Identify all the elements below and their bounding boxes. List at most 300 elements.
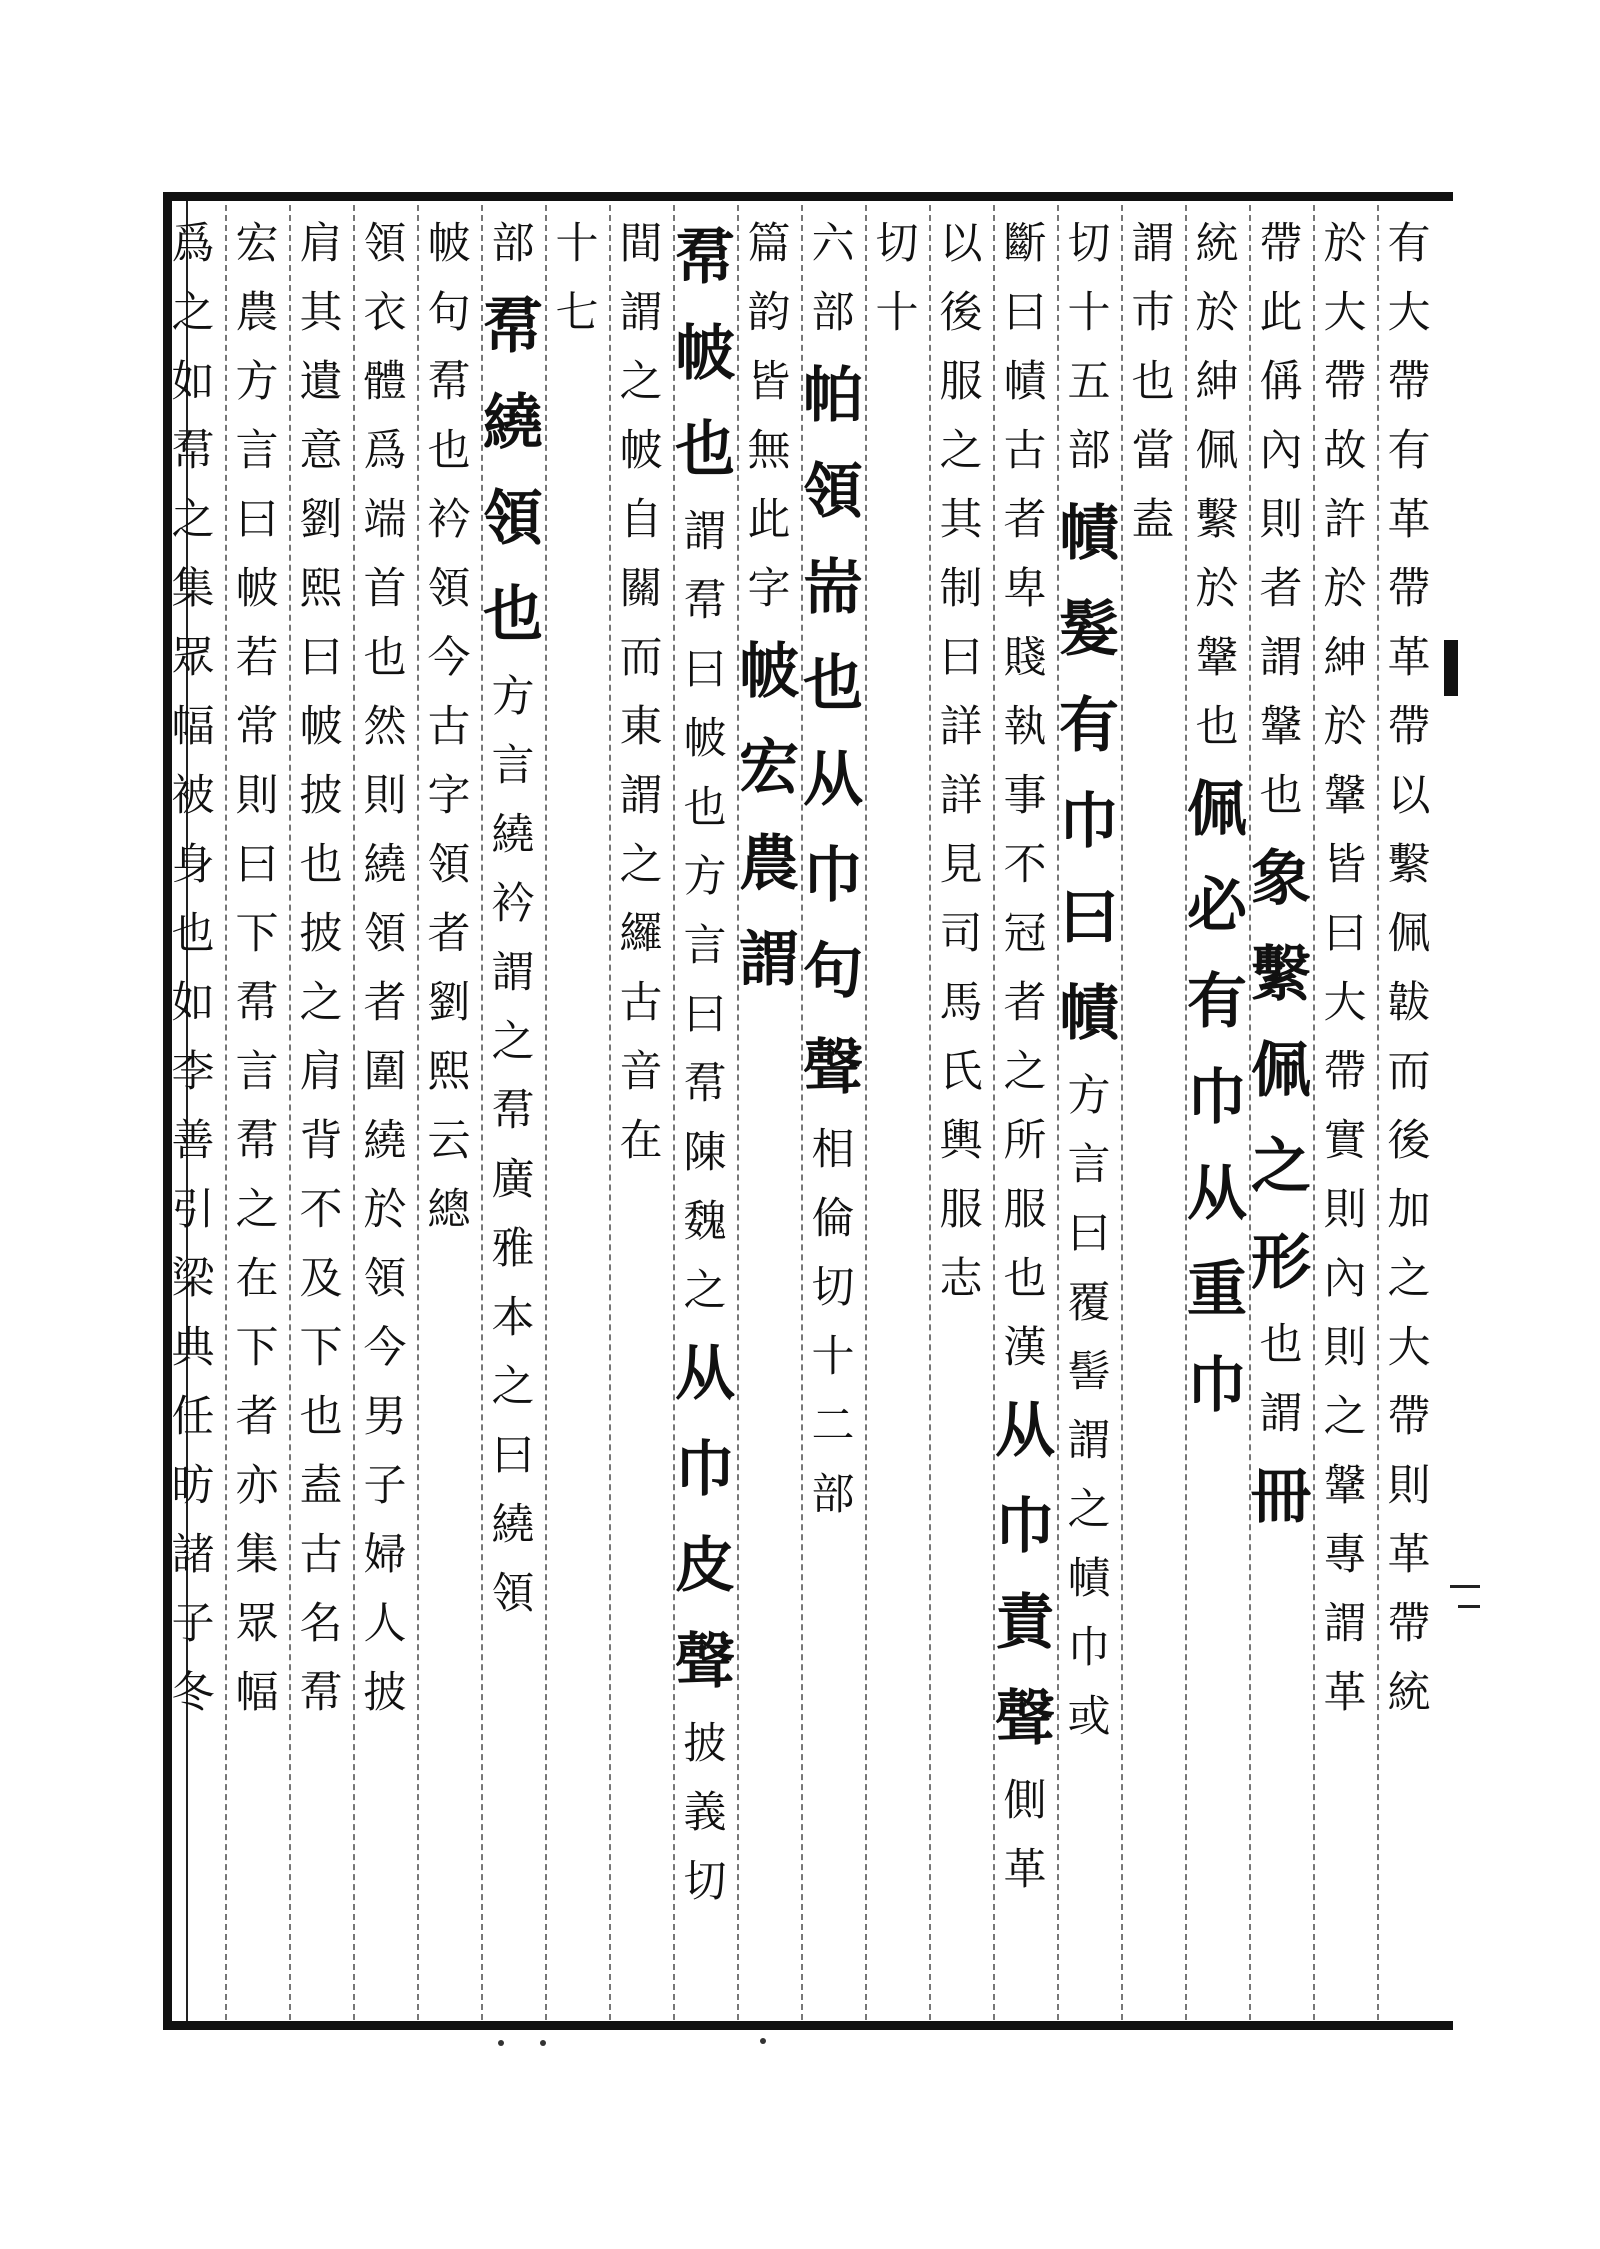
headword-char: 曰 (1059, 883, 1119, 953)
gloss-char: 亦 (235, 1461, 279, 1511)
text-column (542, 210, 612, 2010)
column-divider (481, 205, 483, 2020)
gloss-char: 於 (1323, 564, 1367, 614)
gloss-char: 也 (1259, 1320, 1303, 1370)
text-column (414, 210, 484, 2010)
gloss-char: 云 (427, 1116, 471, 1166)
headword-char: 从 (675, 1339, 735, 1409)
gloss-char: 大 (1387, 1323, 1431, 1373)
headword-char: 謂 (739, 925, 799, 995)
gloss-char: 切 (811, 1263, 855, 1313)
gloss-char: 謂 (1067, 1416, 1111, 1466)
gloss-char: 於 (1323, 219, 1367, 269)
gloss-char: 之 (171, 495, 215, 545)
gloss-char: 髻 (1067, 1347, 1111, 1397)
headword-char: 皮 (675, 1531, 735, 1601)
gloss-char: 披 (683, 1719, 727, 1769)
gloss-char: 見 (939, 840, 983, 890)
gloss-char: 帬 (491, 1086, 535, 1136)
gloss-char: 而 (1387, 1047, 1431, 1097)
gloss-char: 常 (235, 702, 279, 752)
gloss-char: 之 (1003, 1047, 1047, 1097)
gloss-char: 革 (1387, 633, 1431, 683)
headword-char: 巾 (675, 1435, 735, 1505)
gloss-char: 覆 (1067, 1278, 1111, 1328)
gloss-char: 專 (1323, 1530, 1367, 1580)
gloss-char: 二 (811, 1401, 855, 1451)
headword-char: 有 (1187, 967, 1247, 1037)
headword-char: 也 (675, 415, 735, 485)
gloss-char: 謂 (619, 288, 663, 338)
gloss-char: 曰 (235, 840, 279, 890)
gloss-char: 眾 (235, 1599, 279, 1649)
gloss-char: 帶 (1387, 702, 1431, 752)
gloss-char: 句 (427, 288, 471, 338)
gloss-char: 十 (1067, 288, 1111, 338)
headword-char: 宏 (739, 733, 799, 803)
gloss-char: 方 (235, 357, 279, 407)
gloss-char: 部 (491, 219, 535, 269)
gloss-char: 也 (171, 909, 215, 959)
column-divider (1313, 205, 1315, 2020)
gloss-char: 服 (939, 1185, 983, 1235)
gloss-char: 幅 (171, 702, 215, 752)
gloss-char: 農 (235, 288, 279, 338)
gloss-char: 古 (619, 978, 663, 1028)
headword-char: 巾 (1059, 787, 1119, 857)
gloss-char: 倫 (811, 1194, 855, 1244)
gloss-char: 下 (235, 909, 279, 959)
gloss-char: 鞶 (1323, 771, 1367, 821)
gloss-char: 繞 (363, 1116, 407, 1166)
gloss-char: 韍 (1387, 978, 1431, 1028)
gloss-char: 總 (427, 1185, 471, 1235)
gloss-char: 陳 (683, 1128, 727, 1178)
gloss-char: 之 (939, 426, 983, 476)
gloss-char: 帔 (299, 702, 343, 752)
gloss-char: 於 (1323, 702, 1367, 752)
column-divider (737, 205, 739, 2020)
gloss-char: 大 (1323, 288, 1367, 338)
gloss-char: 魏 (683, 1197, 727, 1247)
gloss-char: 方 (683, 852, 727, 902)
text-column (286, 210, 356, 2010)
column-divider (993, 205, 995, 2020)
gloss-char: 及 (299, 1254, 343, 1304)
gloss-char: 有 (1387, 219, 1431, 269)
gloss-char: 後 (1387, 1116, 1431, 1166)
gloss-char: 衿 (491, 879, 535, 929)
gloss-char: 本 (491, 1293, 535, 1343)
gloss-char: 之 (171, 288, 215, 338)
gloss-char: 實 (1323, 1116, 1367, 1166)
gloss-char: 幘 (1067, 1554, 1111, 1604)
gloss-char: 領 (427, 840, 471, 890)
gloss-char: 婦 (363, 1530, 407, 1580)
gloss-char: 韵 (747, 288, 791, 338)
gloss-char: 音 (619, 1047, 663, 1097)
gloss-char: 集 (235, 1530, 279, 1580)
text-column (990, 210, 1060, 2010)
gloss-char: 被 (171, 771, 215, 821)
gloss-char: 披 (299, 771, 343, 821)
gloss-char: 革 (1387, 1530, 1431, 1580)
gloss-char: 帬 (235, 1116, 279, 1166)
gloss-char: 十 (555, 219, 599, 269)
gloss-char: 大 (1323, 978, 1367, 1028)
gloss-char: 志 (939, 1254, 983, 1304)
gloss-char: 佩 (1387, 909, 1431, 959)
gloss-char: 集 (171, 564, 215, 614)
gloss-char: 帬 (299, 1668, 343, 1718)
gloss-char: 諸 (171, 1530, 215, 1580)
gloss-char: 圍 (363, 1047, 407, 1097)
column-divider (417, 205, 419, 2020)
gloss-char: 肩 (299, 219, 343, 269)
gloss-char: 帬 (683, 1059, 727, 1109)
gloss-char: 曰 (1067, 1209, 1111, 1259)
gloss-char: 不 (299, 1185, 343, 1235)
gloss-char: 熙 (427, 1047, 471, 1097)
gloss-char: 劉 (427, 978, 471, 1028)
column-divider (801, 205, 803, 2020)
gloss-char: 言 (683, 921, 727, 971)
gloss-char: 當 (1131, 426, 1175, 476)
gloss-char: 則 (235, 771, 279, 821)
column-divider (609, 205, 611, 2020)
gloss-char: 也 (683, 783, 727, 833)
gloss-char: 繞 (363, 840, 407, 890)
text-column (1182, 210, 1252, 2010)
gloss-char: 十 (811, 1332, 855, 1382)
headword-char: 必 (1187, 871, 1247, 941)
headword-char: 也 (483, 580, 543, 650)
column-divider (353, 205, 355, 2020)
gloss-char: 肩 (299, 1047, 343, 1097)
gloss-char: 之 (1067, 1485, 1111, 1535)
gloss-char: 者 (427, 909, 471, 959)
edge-tick-mark (1450, 1585, 1480, 1588)
gloss-char: 謂 (1131, 219, 1175, 269)
gloss-char: 也 (299, 1392, 343, 1442)
headword-char: 佩 (1251, 1036, 1311, 1106)
column-divider (1249, 205, 1251, 2020)
gloss-char: 帶 (1387, 357, 1431, 407)
gloss-char: 斷 (1003, 219, 1047, 269)
gloss-char: 漢 (1003, 1323, 1047, 1373)
gloss-char: 曰 (1003, 288, 1047, 338)
gloss-char: 帬 (235, 978, 279, 1028)
gloss-char: 革 (1387, 495, 1431, 545)
gloss-char: 言 (491, 741, 535, 791)
gloss-char: 之 (491, 1362, 535, 1412)
headword-char: 象 (1251, 844, 1311, 914)
column-divider (1121, 205, 1123, 2020)
gloss-char: 幅 (235, 1668, 279, 1718)
gloss-char: 領 (363, 909, 407, 959)
gloss-char: 謂 (1259, 633, 1303, 683)
gloss-char: 領 (491, 1569, 535, 1619)
text-column (222, 210, 292, 2010)
headword-char: 帔 (675, 319, 735, 389)
gloss-char: 部 (811, 1470, 855, 1520)
gloss-char: 氏 (939, 1047, 983, 1097)
gloss-char: 也 (1003, 1254, 1047, 1304)
gloss-char: 在 (619, 1116, 663, 1166)
gloss-char: 體 (363, 357, 407, 407)
gloss-char: 卑 (1003, 564, 1047, 614)
gloss-char: 服 (1003, 1185, 1047, 1235)
gloss-char: 衿 (427, 495, 471, 545)
gloss-char: 冠 (1003, 909, 1047, 959)
gloss-char: 則 (1323, 1323, 1367, 1373)
column-divider (1185, 205, 1187, 2020)
gloss-char: 紳 (1195, 357, 1239, 407)
gloss-char: 也 (427, 426, 471, 476)
gloss-char: 衣 (363, 288, 407, 338)
gloss-char: 篇 (747, 219, 791, 269)
edge-tick-mark (1458, 1605, 1480, 1608)
text-column (798, 210, 868, 2010)
gloss-char: 劉 (299, 495, 343, 545)
gloss-char: 者 (1259, 564, 1303, 614)
gloss-char: 十 (875, 288, 919, 338)
headword-char: 幘 (1059, 979, 1119, 1049)
gloss-char: 身 (171, 840, 215, 890)
gloss-char: 言 (1067, 1140, 1111, 1190)
headword-char: 繫 (1251, 940, 1311, 1010)
gloss-char: 昉 (171, 1461, 215, 1511)
text-column (1374, 210, 1444, 2010)
gloss-char: 人 (363, 1599, 407, 1649)
gloss-char: 服 (939, 357, 983, 407)
gloss-char: 端 (363, 495, 407, 545)
gloss-char: 輿 (939, 1116, 983, 1166)
gloss-char: 引 (171, 1185, 215, 1235)
gloss-char: 則 (1387, 1461, 1431, 1511)
gloss-char: 也 (299, 840, 343, 890)
gloss-char: 曰 (683, 990, 727, 1040)
gloss-char: 內 (1323, 1254, 1367, 1304)
gloss-char: 之 (619, 357, 663, 407)
gloss-char: 者 (1003, 495, 1047, 545)
text-column (606, 210, 676, 2010)
gloss-char: 子 (171, 1599, 215, 1649)
gloss-char: 其 (299, 288, 343, 338)
gloss-char: 今 (363, 1323, 407, 1373)
gloss-char: 曰 (683, 645, 727, 695)
gloss-char: 帶 (1259, 219, 1303, 269)
gloss-char: 任 (171, 1392, 215, 1442)
gloss-char: 此 (1259, 288, 1303, 338)
text-column (926, 210, 996, 2010)
gloss-char: 帶 (1387, 1599, 1431, 1649)
gloss-char: 鞶 (1195, 633, 1239, 683)
headword-char: 从 (803, 745, 863, 815)
column-divider (1057, 205, 1059, 2020)
gloss-char: 五 (1067, 357, 1111, 407)
gloss-char: 事 (1003, 771, 1047, 821)
gloss-char: 領 (363, 1254, 407, 1304)
gloss-char: 子 (363, 1461, 407, 1511)
gloss-char: 李 (171, 1047, 215, 1097)
gloss-char: 帬 (171, 426, 215, 476)
gloss-char: 無 (747, 426, 791, 476)
gloss-char: 詳 (939, 702, 983, 752)
gloss-char: 披 (363, 1668, 407, 1718)
gloss-char: 部 (811, 288, 855, 338)
gloss-char: 宏 (235, 219, 279, 269)
gloss-char: 之 (235, 1185, 279, 1235)
text-column (670, 210, 740, 2010)
text-column (862, 210, 932, 2010)
gloss-char: 鞶 (1259, 702, 1303, 752)
gloss-char: 而 (619, 633, 663, 683)
gloss-char: 若 (235, 633, 279, 683)
headword-char: 冊 (1251, 1462, 1311, 1532)
gloss-char: 有 (1387, 426, 1431, 476)
headword-char: 句 (803, 937, 863, 1007)
gloss-char: 眾 (171, 633, 215, 683)
gloss-char: 謂 (619, 771, 663, 821)
gloss-char: 帔 (427, 219, 471, 269)
text-column (1054, 210, 1124, 2010)
gloss-char: 帬 (683, 576, 727, 626)
gloss-char: 古 (299, 1530, 343, 1580)
gloss-char: 自 (619, 495, 663, 545)
gloss-char: 之 (683, 1266, 727, 1316)
headword-char: 領 (483, 484, 543, 554)
gloss-char: 或 (1067, 1692, 1111, 1742)
gloss-char: 如 (171, 978, 215, 1028)
column-divider (673, 205, 675, 2020)
gloss-char: 於 (1195, 564, 1239, 614)
gloss-char: 部 (1067, 426, 1111, 476)
gloss-char: 繫 (1387, 840, 1431, 890)
gloss-char: 七 (555, 288, 599, 338)
gloss-char: 切 (875, 219, 919, 269)
gloss-char: 鞶 (1323, 1461, 1367, 1511)
gloss-char: 下 (235, 1323, 279, 1373)
headword-char: 聲 (803, 1033, 863, 1103)
gloss-char: 纙 (619, 909, 663, 959)
gloss-char: 間 (619, 219, 663, 269)
gloss-char: 大 (1387, 288, 1431, 338)
gloss-char: 方 (1067, 1071, 1111, 1121)
gloss-char: 繞 (491, 1500, 535, 1550)
headword-char: 領 (803, 457, 863, 527)
gloss-char: 然 (363, 702, 407, 752)
gloss-char: 之 (299, 978, 343, 1028)
gloss-char: 幘 (1003, 357, 1047, 407)
headword-char: 也 (803, 649, 863, 719)
headword-char: 巾 (995, 1492, 1055, 1562)
gloss-char: 統 (1195, 219, 1239, 269)
gloss-char: 於 (1195, 288, 1239, 338)
gloss-char: 則 (1323, 1185, 1367, 1235)
headword-char: 之 (1251, 1132, 1311, 1202)
gloss-char: 切 (1067, 219, 1111, 269)
gloss-char: 革 (1003, 1845, 1047, 1895)
gloss-char: 字 (427, 771, 471, 821)
headword-char: 巾 (803, 841, 863, 911)
text-column (734, 210, 804, 2010)
headword-char: 聲 (675, 1627, 735, 1697)
gloss-char: 此 (747, 495, 791, 545)
gloss-char: 執 (1003, 702, 1047, 752)
headword-char: 从 (995, 1396, 1055, 1466)
headword-char: 重 (1187, 1255, 1247, 1325)
gloss-char: 之 (1387, 1254, 1431, 1304)
gloss-char: 也 (363, 633, 407, 683)
gloss-char: 也 (1259, 771, 1303, 821)
gloss-char: 帔 (619, 426, 663, 476)
gloss-char: 帶 (1323, 357, 1367, 407)
gloss-char: 雅 (491, 1224, 535, 1274)
gloss-char: 熙 (299, 564, 343, 614)
ink-dot (498, 2040, 504, 2046)
headword-char: 髮 (1059, 595, 1119, 665)
ink-dot (760, 2038, 766, 2044)
gloss-char: 之 (619, 840, 663, 890)
gloss-char: 於 (363, 1185, 407, 1235)
headword-char: 巾 (1187, 1063, 1247, 1133)
gloss-char: 偁 (1259, 357, 1303, 407)
gloss-char: 方 (491, 672, 535, 722)
gloss-char: 梁 (171, 1254, 215, 1304)
headword-char: 形 (1251, 1228, 1311, 1298)
gloss-char: 不 (1003, 840, 1047, 890)
gloss-char: 也 (1131, 357, 1175, 407)
gloss-char: 曰 (491, 1431, 535, 1481)
gloss-char: 馬 (939, 978, 983, 1028)
gloss-char: 紳 (1323, 633, 1367, 683)
edge-tab-mark (1444, 640, 1458, 696)
gloss-char: 冬 (171, 1668, 215, 1718)
gloss-char: 字 (747, 564, 791, 614)
gloss-char: 繞 (491, 810, 535, 860)
gloss-char: 則 (363, 771, 407, 821)
gloss-char: 巾 (1067, 1623, 1111, 1673)
gloss-char: 內 (1259, 426, 1303, 476)
gloss-char: 切 (683, 1857, 727, 1907)
gloss-char: 者 (363, 978, 407, 1028)
gloss-char: 古 (1003, 426, 1047, 476)
gloss-char: 廣 (491, 1155, 535, 1205)
gloss-char: 曰 (1323, 909, 1367, 959)
gloss-char: 爲 (363, 426, 407, 476)
headword-char: 帔 (739, 637, 799, 707)
gloss-char: 革 (1323, 1668, 1367, 1718)
gloss-char: 領 (427, 564, 471, 614)
gloss-char: 善 (171, 1116, 215, 1166)
gloss-char: 詳 (939, 771, 983, 821)
gloss-char: 曰 (235, 495, 279, 545)
gloss-char: 如 (171, 357, 215, 407)
column-divider (929, 205, 931, 2020)
column-divider (225, 205, 227, 2020)
gloss-char: 謂 (683, 507, 727, 557)
gloss-char: 關 (619, 564, 663, 614)
gloss-char: 繫 (1195, 495, 1239, 545)
gloss-char: 者 (1003, 978, 1047, 1028)
gloss-char: 男 (363, 1392, 407, 1442)
gloss-char: 之 (491, 1017, 535, 1067)
text-column (1310, 210, 1380, 2010)
gloss-char: 之 (1323, 1392, 1367, 1442)
column-divider (865, 205, 867, 2020)
gloss-char: 統 (1387, 1668, 1431, 1718)
